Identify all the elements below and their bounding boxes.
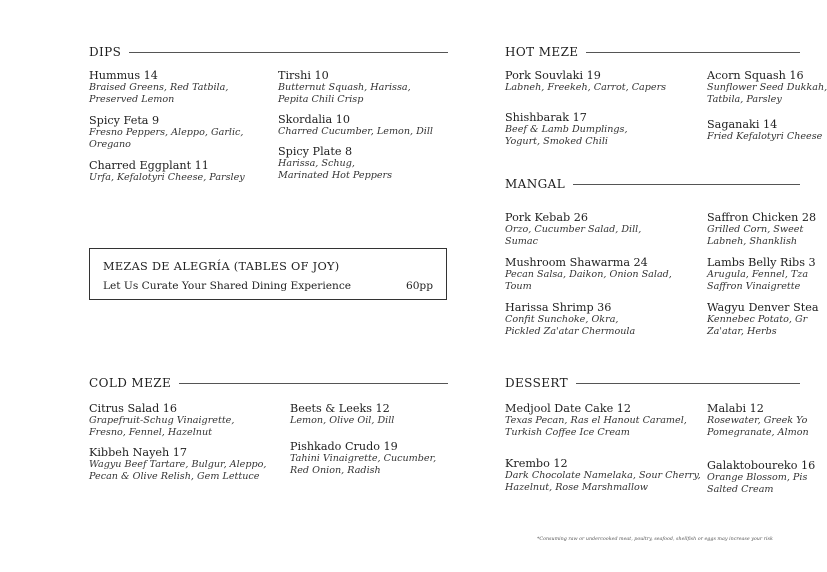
item-description: Preserved Lemon (89, 94, 175, 105)
item-name: Krembo 12 (505, 457, 568, 470)
item-name: Mushroom Shawarma 24 (505, 256, 648, 269)
item-name: Malabi 12 (707, 402, 764, 415)
dips-section-header (89, 45, 448, 59)
item-name: Acorn Squash 16 (707, 69, 804, 82)
mangal-heading: MANGAL (505, 177, 566, 191)
item-description: Rosewater, Greek Yo (707, 415, 808, 426)
item-description: Yogurt, Smoked Chili (505, 136, 608, 147)
item-name: Pork Souvlaki 19 (505, 69, 601, 82)
item-name: Lambs Belly Ribs 3 (707, 256, 816, 269)
menu-item (290, 440, 436, 477)
item-description: Charred Cucumber, Lemon, Dill (278, 126, 433, 137)
item-description: Grapefruit-Schug Vinaigrette, (89, 415, 235, 426)
item-description: Labneh, Freekeh, Carrot, Capers (505, 82, 667, 93)
item-description: Wagyu Beef Tartare, Bulgur, Aleppo, (89, 459, 267, 470)
menu-item (707, 459, 815, 496)
item-name: Pishkado Crudo 19 (290, 440, 398, 453)
item-description: Turkish Coffee Ice Cream (505, 427, 630, 438)
item-name: Saganaki 14 (707, 118, 778, 131)
item-description: Toum (505, 281, 532, 292)
tables-of-joy-box (89, 248, 447, 300)
menu-item (707, 256, 816, 293)
section-divider (586, 52, 800, 53)
item-description: Sunflower Seed Dukkah, (707, 82, 827, 93)
item-description: Beef & Lamb Dumplings, (505, 124, 628, 135)
hot-meze-heading: HOT MEZE (505, 45, 579, 59)
menu-item (707, 211, 816, 248)
item-description: Kennebec Potato, Gr (707, 314, 808, 325)
item-description: Dark Chocolate Namelaka, Sour Cherry, (505, 470, 701, 481)
item-description: Harissa, Schug, (278, 158, 355, 169)
item-description: Hazelnut, Rose Marshmallow (505, 482, 649, 493)
item-description: Texas Pecan, Ras el Hanout Caramel, (505, 415, 687, 426)
item-name: Beets & Leeks 12 (290, 402, 390, 415)
raw-food-disclaimer: *Consuming raw or undercooked meat, poultry, seafood, shellfish or eggs may increase your risk (537, 537, 773, 542)
item-name: Hummus 14 (89, 69, 158, 82)
item-description: Fried Kefalotyri Cheese (707, 131, 823, 142)
dessert-heading: DESSERT (505, 376, 568, 390)
item-name: Citrus Salad 16 (89, 402, 178, 415)
menu-item (290, 402, 394, 427)
tables-of-joy-price: 60pp (405, 280, 433, 292)
mangal-section-header (505, 177, 800, 191)
menu-item (89, 446, 266, 483)
menu-item (89, 159, 245, 184)
menu-item (505, 301, 635, 338)
item-description: Pecan Salsa, Daikon, Onion Salad, (505, 269, 672, 280)
item-name: Shishbarak 17 (505, 111, 587, 124)
item-name: Spicy Plate 8 (278, 145, 353, 158)
item-name: Medjool Date Cake 12 (505, 402, 632, 415)
item-description: Fresno Peppers, Aleppo, Garlic, (89, 127, 244, 138)
item-name: Pork Kebab 26 (505, 211, 588, 224)
menu-item (505, 457, 701, 494)
item-description: Oregano (89, 139, 131, 150)
menu-item (505, 69, 666, 94)
menu-item (707, 69, 827, 106)
section-divider (179, 383, 448, 384)
dips-heading: DIPS (89, 45, 122, 59)
item-description: Salted Cream (707, 484, 774, 495)
item-description: Sumac (505, 236, 538, 247)
cold-meze-section-header (89, 376, 448, 390)
item-description: Za'atar, Herbs (707, 326, 777, 337)
section-divider (573, 184, 800, 185)
dessert-section-header (505, 376, 800, 390)
item-description: Urfa, Kefalotyri Cheese, Parsley (89, 172, 245, 183)
item-description: Tatbila, Parsley (707, 94, 782, 105)
item-description: Fresno, Fennel, Hazelnut (89, 427, 213, 438)
menu-item (278, 69, 411, 106)
menu-item (505, 402, 687, 439)
menu-item (707, 402, 809, 439)
cold-meze-heading: COLD MEZE (89, 376, 172, 390)
item-description: Pomegranate, Almon (707, 427, 809, 438)
item-name: Saffron Chicken 28 (707, 211, 817, 224)
item-description: Braised Greens, Red Tatbila, (89, 82, 229, 93)
item-name: Galaktoboureko 16 (707, 459, 816, 472)
menu-item (89, 402, 234, 439)
item-description: Orzo, Cucumber Salad, Dill, (505, 224, 642, 235)
item-name: Kibbeh Nayeh 17 (89, 446, 188, 459)
menu-item (505, 111, 628, 148)
item-description: Tahini Vinaigrette, Cucumber, (290, 453, 437, 464)
menu-item (707, 301, 819, 338)
item-name: Spicy Feta 9 (89, 114, 160, 127)
tables-of-joy-title: MEZAS DE ALEGRÍA (TABLES OF JOY) (103, 260, 340, 273)
menu-item (278, 113, 433, 138)
menu-item (505, 256, 672, 293)
item-name: Harissa Shrimp 36 (505, 301, 612, 314)
item-description: Pecan & Olive Relish, Gem Lettuce (89, 471, 260, 482)
menu-item (89, 114, 243, 151)
item-description: Butternut Squash, Harissa, (278, 82, 411, 93)
item-description: Arugula, Fennel, Tza (707, 269, 809, 280)
item-description: Red Onion, Radish (290, 465, 381, 476)
item-description: Confit Sunchoke, Okra, (505, 314, 619, 325)
menu-item (278, 145, 392, 182)
menu-item (89, 69, 228, 106)
item-name: Tirshi 10 (278, 69, 329, 82)
item-description: Orange Blossom, Pis (707, 472, 808, 483)
hot-meze-section-header (505, 45, 800, 59)
item-description: Lemon, Olive Oil, Dill (290, 415, 395, 426)
item-name: Skordalia 10 (278, 113, 350, 126)
item-description: Grilled Corn, Sweet (707, 224, 804, 235)
menu-item (505, 211, 641, 248)
item-description: Pickled Za'atar Chermoula (505, 326, 636, 337)
item-description: Labneh, Shanklish (707, 236, 798, 247)
item-description: Pepita Chili Crisp (278, 94, 364, 105)
item-description: Marinated Hot Peppers (278, 170, 393, 181)
menu-item (707, 118, 822, 143)
section-divider (576, 383, 800, 384)
tables-of-joy-subtitle: Let Us Curate Your Shared Dining Experience (103, 280, 352, 292)
item-name: Wagyu Denver Stea (707, 301, 819, 314)
item-description: Saffron Vinaigrette (707, 281, 801, 292)
item-name: Charred Eggplant 11 (89, 159, 209, 172)
section-divider (129, 52, 448, 53)
